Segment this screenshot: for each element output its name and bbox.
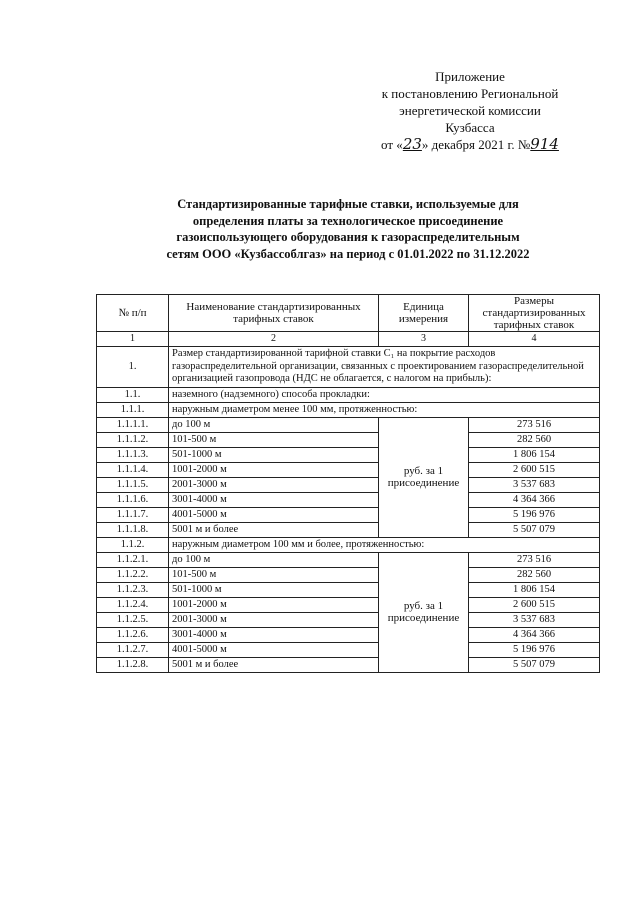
title-line: определения платы за технологическое присоединение xyxy=(192,213,504,228)
row-value: 1 806 154 xyxy=(469,582,600,597)
row-num: 1.1.2.3. xyxy=(97,582,169,597)
appendix-line: к постановлению Региональной xyxy=(381,86,559,101)
row-num: 1.1.2.8. xyxy=(97,657,169,672)
table-row xyxy=(97,657,600,672)
row-num: 1.1.1.5. xyxy=(97,477,169,492)
row-num: 1.1.2.2. xyxy=(97,567,169,582)
header-size: Размеры стандартизированных тарифных ставок xyxy=(469,295,600,332)
table-row xyxy=(97,627,600,642)
row-num: 1.1.1.7. xyxy=(97,507,169,522)
group-num: 1.1.2. xyxy=(97,537,169,552)
group-header-row xyxy=(97,537,600,552)
row-name: 3001-4000 м xyxy=(169,627,379,642)
row-name: 2001-3000 м xyxy=(169,612,379,627)
row-value: 1 806 154 xyxy=(469,447,600,462)
document-title xyxy=(98,196,598,262)
title-line: Стандартизированные тарифные ставки, используемые для xyxy=(177,197,519,211)
row-name: до 100 м xyxy=(169,552,379,567)
column-number: 3 xyxy=(379,332,469,347)
row-num: 1.1.2.6. xyxy=(97,627,169,642)
subsection-num: 1.1. xyxy=(97,387,169,402)
unit-cell: руб. за 1 присоединение xyxy=(379,552,469,672)
row-num: 1.1.2.7. xyxy=(97,642,169,657)
row-num: 1.1.2.4. xyxy=(97,597,169,612)
row-name: 101-500 м xyxy=(169,432,379,447)
row-num: 1.1.1.3. xyxy=(97,447,169,462)
table-row xyxy=(97,582,600,597)
appendix-block xyxy=(330,68,610,153)
row-name: 5001 м и более xyxy=(169,522,379,537)
row-value: 5 196 976 xyxy=(469,642,600,657)
title-line: газоиспользующего оборудования к газораспределительным xyxy=(176,230,520,244)
table-row xyxy=(97,447,600,462)
row-name: 501-1000 м xyxy=(169,582,379,597)
title-line: сетям ООО «Кузбассоблгаз» на период с 01.01.2022 по 31.12.2022 xyxy=(166,246,530,261)
table-row xyxy=(97,492,600,507)
row-value: 273 516 xyxy=(469,417,600,432)
subsection-text: наземного (надземного) способа прокладки: xyxy=(169,387,600,402)
row-name: 4001-5000 м xyxy=(169,642,379,657)
column-number: 4 xyxy=(469,332,600,347)
table-row xyxy=(97,642,600,657)
column-number: 2 xyxy=(169,332,379,347)
appendix-line: энергетической комиссии xyxy=(399,103,541,118)
row-value: 4 364 366 xyxy=(469,627,600,642)
row-num: 1.1.1.1. xyxy=(97,417,169,432)
tariff-table xyxy=(96,294,600,673)
table-row xyxy=(97,612,600,627)
row-num: 1.1.2.5. xyxy=(97,612,169,627)
unit-cell: руб. за 1 присоединение xyxy=(379,417,469,537)
table-row xyxy=(97,597,600,612)
date-prefix: от « xyxy=(381,137,403,152)
row-value: 3 537 683 xyxy=(469,477,600,492)
row-value: 282 560 xyxy=(469,567,600,582)
row-num: 1.1.2.1. xyxy=(97,552,169,567)
table-row xyxy=(97,522,600,537)
table-row xyxy=(97,477,600,492)
group-num: 1.1.1. xyxy=(97,402,169,417)
row-value: 4 364 366 xyxy=(469,492,600,507)
header-num: № п/п xyxy=(97,295,169,332)
row-value: 2 600 515 xyxy=(469,597,600,612)
appendix-line: Приложение xyxy=(435,69,505,84)
table-row xyxy=(97,432,600,447)
row-value: 282 560 xyxy=(469,432,600,447)
row-value: 5 507 079 xyxy=(469,522,600,537)
section-text: Размер стандартизированной тарифной ставки С₁ на покрытие расходов газораспределительной организации, связанных с проектированием газораспределительной организацией газопровода (НДС не облагается, с налогом на прибыль): xyxy=(169,347,600,388)
row-value: 5 196 976 xyxy=(469,507,600,522)
table-row xyxy=(97,462,600,477)
row-name: 101-500 м xyxy=(169,567,379,582)
row-num: 1.1.1.4. xyxy=(97,462,169,477)
row-name: 1001-2000 м xyxy=(169,462,379,477)
date-middle: » декабря 2021 г. № xyxy=(421,137,531,152)
appendix-date xyxy=(330,136,610,153)
table-row xyxy=(97,567,600,582)
row-num: 1.1.1.6. xyxy=(97,492,169,507)
handwritten-day: 23 xyxy=(402,135,422,153)
row-num: 1.1.1.8. xyxy=(97,522,169,537)
row-value: 3 537 683 xyxy=(469,612,600,627)
row-name: 2001-3000 м xyxy=(169,477,379,492)
table-row xyxy=(97,552,600,567)
row-name: до 100 м xyxy=(169,417,379,432)
section-row xyxy=(97,347,600,388)
row-num: 1.1.1.2. xyxy=(97,432,169,447)
handwritten-number: 914 xyxy=(530,135,559,153)
row-name: 4001-5000 м xyxy=(169,507,379,522)
table-row xyxy=(97,507,600,522)
section-num: 1. xyxy=(97,347,169,388)
header-name: Наименование стандартизированных тарифных ставок xyxy=(169,295,379,332)
group-text: наружным диаметром 100 мм и более, протяженностью: xyxy=(169,537,600,552)
row-value: 2 600 515 xyxy=(469,462,600,477)
group-header-row xyxy=(97,402,600,417)
group-text: наружным диаметром менее 100 мм, протяженностью: xyxy=(169,402,600,417)
appendix-line: Кузбасса xyxy=(445,120,495,135)
row-value: 5 507 079 xyxy=(469,657,600,672)
table-row xyxy=(97,417,600,432)
subsection-row xyxy=(97,387,600,402)
column-number: 1 xyxy=(97,332,169,347)
row-name: 3001-4000 м xyxy=(169,492,379,507)
row-value: 273 516 xyxy=(469,552,600,567)
row-name: 501-1000 м xyxy=(169,447,379,462)
column-number-row xyxy=(97,332,600,347)
header-unit: Единица измерения xyxy=(379,295,469,332)
row-name: 1001-2000 м xyxy=(169,597,379,612)
table-header-row xyxy=(97,295,600,332)
row-name: 5001 м и более xyxy=(169,657,379,672)
